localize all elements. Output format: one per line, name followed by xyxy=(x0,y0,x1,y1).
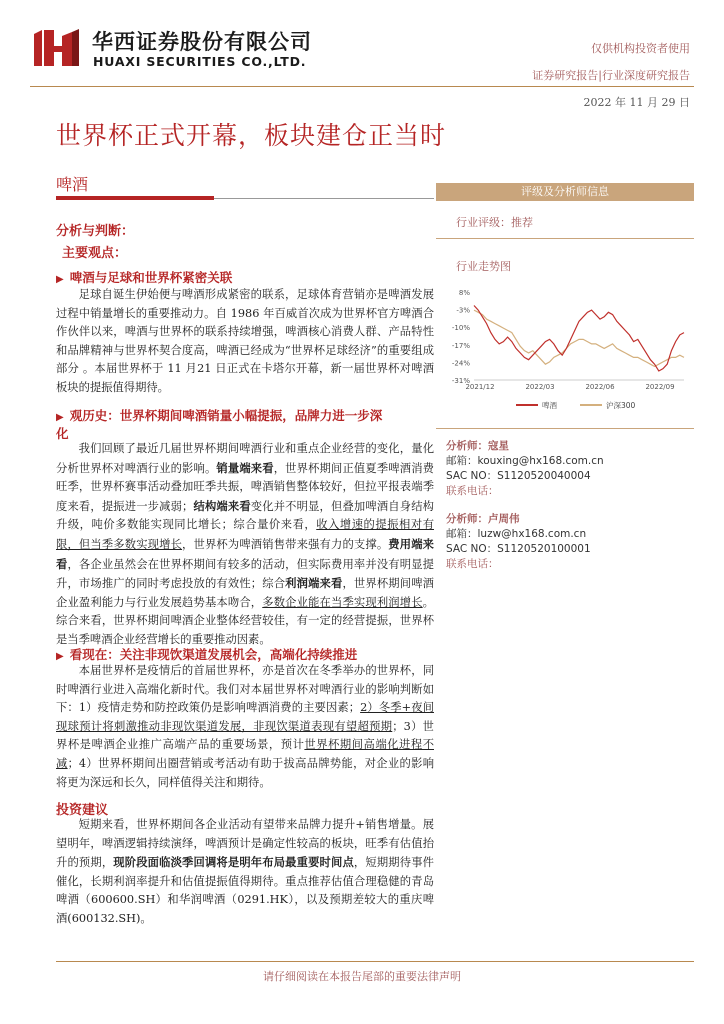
sidebar-divider xyxy=(436,428,694,429)
company-name-en: HUAXI SECURITIES CO.,LTD. xyxy=(93,54,307,69)
analyst-1-email[interactable]: 邮箱：kouxing@hx168.com.cn xyxy=(446,455,604,467)
main-views-heading: 主要观点： xyxy=(62,246,128,261)
industry-bar xyxy=(56,196,214,200)
x-tick-label: 2022/06 xyxy=(585,383,615,391)
sidebar-header: 评级及分析师信息 xyxy=(436,183,694,201)
paragraph-3: 本届世界杯是疫情后的首届世界杯，亦是首次在冬季举办的世界杯，同时啤酒行业进入高端化新时代。我们对本届世界杯对啤酒行业的影响判断如下：1）疫情走势和防控政策仍是影响啤酒消费的主要因素；2）冬季+夜间现球预计将刺激推动非现饮渠道发展，非现饮渠道表现有望超预期；3）世界杯是啤酒企业推广高端产品的重要场景，预计世界杯期间高端化进程不减；4）世界杯期间出圈营销或考活动有助于拔高品牌势能，对企业的影响将更为深远和长久，同样值得关注和期待。 xyxy=(56,664,434,789)
y-tick-label: -3% xyxy=(456,306,470,315)
analyst-2: 分析师：卢周伟 邮箱：luzw@hx168.com.cn SAC NO：S1120520100001 联系电话： xyxy=(446,513,591,570)
industry-rule xyxy=(214,198,434,199)
subheading-2-cont: 化 xyxy=(56,426,69,441)
triangle-bullet-icon: ▶ xyxy=(56,274,64,285)
y-tick-label: 8% xyxy=(458,289,470,297)
analyst-1-phone: 联系电话： xyxy=(446,485,499,497)
trend-chart-label: 行业走势图 xyxy=(456,260,511,273)
legend-label-1: 啤酒 xyxy=(542,401,557,410)
analyst-1-sac: SAC NO：S1120520040004 xyxy=(446,470,591,482)
series-line-2 xyxy=(474,310,684,366)
legend-label-2: 沪深300 xyxy=(606,401,636,410)
analyst-1: 分析师：寇星 邮箱：kouxing@hx168.com.cn SAC NO：S1120520040004 联系电话： xyxy=(446,440,604,497)
subheading-3: ▶ 看现在：关注非现饮渠道发展机会，高端化持续推进 xyxy=(56,647,358,662)
y-tick-label: -31% xyxy=(451,377,470,385)
report-type: 证券研究报告|行业深度研究报告 xyxy=(532,69,690,82)
header-divider xyxy=(30,86,694,87)
report-title: 世界杯正式开幕，板块建仓正当时 xyxy=(56,121,447,150)
series-line-1 xyxy=(474,306,684,372)
industry-label: 啤酒 xyxy=(56,175,89,194)
disclaimer-top: 仅供机构投资者使用 xyxy=(591,42,690,55)
triangle-bullet-icon: ▶ xyxy=(56,412,64,423)
company-name-cn: 华西证券股份有限公司 xyxy=(92,30,312,54)
analysis-heading: 分析与判断： xyxy=(56,224,135,239)
subheading-1: ▶ 啤酒与足球和世界杯紧密关联 xyxy=(56,270,233,285)
analyst-2-email[interactable]: 邮箱：luzw@hx168.com.cn xyxy=(446,528,587,540)
analyst-2-sac: SAC NO：S1120520100001 xyxy=(446,543,591,555)
sidebar-divider xyxy=(436,238,694,239)
x-tick-label: 2022/03 xyxy=(525,383,555,391)
investment-heading: 投资建议 xyxy=(56,803,109,818)
paragraph-1: 足球自诞生伊始便与啤酒形成紧密的联系，足球体育营销亦是啤酒发展过程中销量增长的重要推动力。自 1986 年百威首次成为世界杯官方啤酒合作伙伴以来，啤酒与世界杯的联系持续增强，啤酒核心消费人群、产品特性和品牌精神与世界杯契合度高，啤酒已经成为“世界杯足球经济”的重要组成部分 。本届世界杯于 11 月21 日正式在卡塔尔开幕，新一届世界杯对啤酒板块的提振值得期待。 xyxy=(56,288,434,394)
x-tick-label: 2021/12 xyxy=(465,383,495,391)
industry-trend-chart xyxy=(446,282,690,422)
paragraph-2: 我们回顾了最近几届世界杯期间啤酒行业和重点企业经营的变化，量化分析世界杯对啤酒行业的影响。销量端来看，世界杯期间正值夏季啤酒消费旺季，世界杯赛事活动叠加旺季共振，啤酒销售整体较好，但拉平报表端季度来看，提振进一步减弱；结构端来看变化并不明显，但叠加啤酒自身结构升级，吨价多数能实现同比增长；综合量价来看，收入增速的提振相对有限，但当季多数实现增长，世界杯为啤酒销售带来强有力的支撑。费用端来看，各企业虽然会在世界杯期间有较多的活动，但实际费用率并没有明显提升，市场推广的同时考虑投放的有效性；综合利润端来看，世界杯期间啤酒企业盈利能力与行业发展趋势基本吻合，多数企业能在当季实现利润增长。综合来看，世界杯期间啤酒企业整体经营较佳，有一定的经营提振，世界杯是当季啤酒企业经营增长的重要推动因素。 xyxy=(56,442,434,646)
company-logo-icon xyxy=(32,28,80,68)
analyst-2-phone: 联系电话： xyxy=(446,558,499,570)
triangle-bullet-icon: ▶ xyxy=(56,651,64,662)
x-tick-label: 2022/09 xyxy=(645,383,675,391)
footer-divider xyxy=(56,961,694,962)
paragraph-4: 短期来看，世界杯期间各企业活动有望带来品牌力提升+销售增量。展望明年，啤酒逻辑持续演绎，啤酒预计是确定性较高的板块，旺季有估值抬升的预期，现阶段面临淡季回调将是明年布局最重要时间点，短期期待事件催化，长期利润率提升和估值提振值得期待。重点推荐估值合理稳健的青岛啤酒（600600.SH）和华润啤酒（0291.HK），以及预期差较大的重庆啤酒(600132.SH)。 xyxy=(56,818,434,925)
report-date: 2022 年 11 月 29 日 xyxy=(583,96,690,109)
legal-notice: 请仔细阅读在本报告尾部的重要法律声明 xyxy=(263,970,461,983)
industry-rating: 行业评级：推荐 xyxy=(456,216,533,229)
y-tick-label: -24% xyxy=(451,359,470,368)
y-tick-label: -10% xyxy=(451,324,470,333)
y-tick-label: -17% xyxy=(451,341,470,350)
subheading-2: ▶ 观历史：世界杯期间啤酒销量小幅提振，品牌力进一步深 xyxy=(56,408,383,423)
